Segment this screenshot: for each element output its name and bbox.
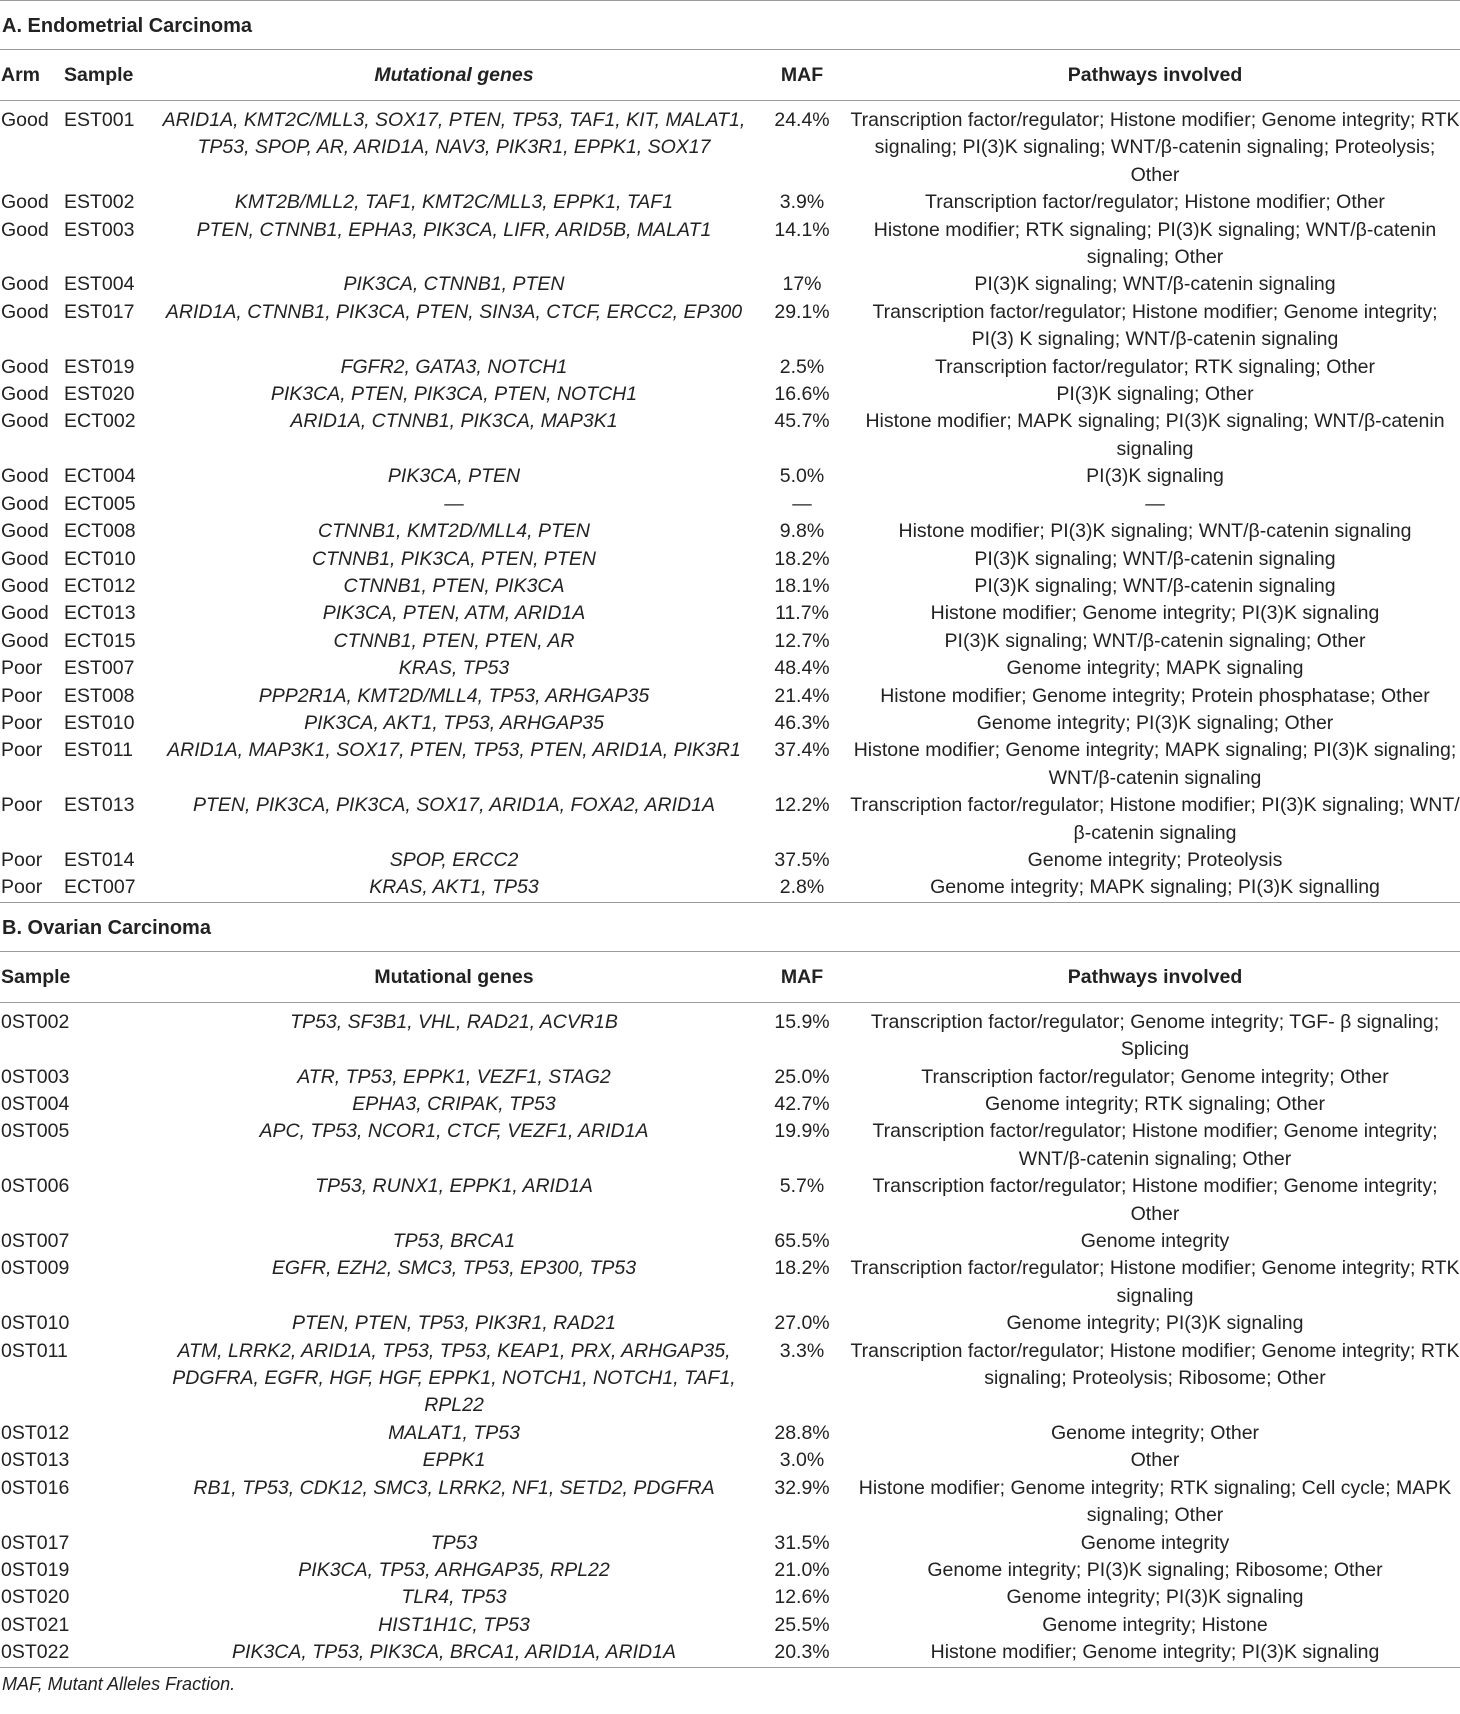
table-row [0,1420,1460,1447]
genes-cell: TP53, BRCA1 [392,1230,516,1253]
maf-cell: 28.8% [774,1421,830,1444]
table-row [0,1475,1460,1530]
maf-cell: 11.7% [775,602,829,625]
pathways-cell: Histone modifier; Genome integrity; PI(3)K signaling [930,602,1380,625]
sample-cell: EST002 [64,191,135,214]
arm-cell: Good [1,574,49,597]
genes-cell: TP53, RUNX1, EPPK1, ARID1A [315,1175,593,1198]
genes-cell: ARID1A, MAP3K1, SOX17, PTEN, TP53, PTEN, ARID1A, PIK3R1 [167,739,741,762]
maf-cell: 19.9% [774,1120,830,1143]
maf-cell: 3.3% [779,1339,825,1362]
pathways-cell: Genome integrity; PI(3)K signaling [1006,1312,1304,1335]
sample-cell: ECT005 [64,492,136,515]
table-row [0,491,1460,518]
maf-cell: 9.8% [779,520,825,543]
maf-cell: 21.0% [774,1558,830,1581]
genes-cell: PPP2R1A, KMT2D/MLL4, TP53, ARHGAP35 [258,684,650,707]
table-row [0,1118,1460,1173]
table-row [0,1639,1460,1666]
maf-cell: 15.9% [774,1010,830,1033]
maf-cell: 3.9% [779,191,825,214]
genes-cell: PIK3CA, PTEN, ATM, ARID1A [322,602,586,625]
ovarian-header-row [0,951,1460,1002]
table-row [0,874,1460,901]
pathways-cell: Transcription factor/regulator; RTK signaling; Other [934,355,1376,378]
table-row [0,107,1460,189]
genes-cell: PIK3CA, PTEN [387,465,521,488]
table-row [0,1310,1460,1337]
maf-cell: 2.5% [779,355,825,378]
sample-cell: ECT008 [64,520,136,543]
genes-cell: PTEN, PIK3CA, PIK3CA, SOX17, ARID1A, FOXA2, ARID1A [193,794,715,817]
arm-cell: Good [1,520,49,543]
genes-cell: HIST1H1C, TP53 [378,1613,530,1636]
sample-cell: EST007 [64,657,135,680]
table-row [0,518,1460,545]
table-row [0,710,1460,737]
pathways-cell: Histone modifier; PI(3)K signaling; WNT/β-catenin signaling [898,520,1412,543]
genes-cell: ATR, TP53, EPPK1, VEZF1, STAG2 [297,1065,611,1088]
sample-cell: 0ST019 [1,1558,70,1581]
sample-cell: 0ST016 [1,1476,70,1499]
arm-cell: Poor [1,848,43,871]
genes-cell: — [444,492,464,515]
table-row [0,1228,1460,1255]
arm-cell: Good [1,629,49,652]
sample-cell: ECT004 [64,465,136,488]
table-row [0,600,1460,627]
arm-cell: Poor [1,711,43,734]
arm-cell: Good [1,355,49,378]
maf-cell: 12.6% [774,1586,830,1609]
maf-cell: 46.3% [774,711,830,734]
genes-cell: PTEN, CTNNB1, EPHA3, PIK3CA, LIFR, ARID5B, MALAT1 [196,218,712,241]
sample-cell: 0ST017 [1,1531,70,1554]
sample-cell: EST014 [64,848,135,871]
ovarian-table [0,951,1460,1667]
pathways-cell: Genome integrity; Histone [1042,1613,1268,1636]
genes-cell: SPOP, ERCC2 [389,848,519,871]
maf-cell: 5.0% [779,465,825,488]
pathways-cell: Histone modifier; MAPK signaling; PI(3)K signaling; WNT/β-catenin signaling [865,410,1445,460]
header-pathways: Pathways involved [1067,965,1243,988]
genes-cell: PIK3CA, AKT1, TP53, ARHGAP35 [304,711,604,734]
section-b-title: B. Ovarian Carcinoma [2,916,211,939]
arm-cell: Good [1,300,49,323]
sample-cell: EST003 [64,218,135,241]
genes-cell: TP53 [430,1531,478,1554]
pathways-cell: Genome integrity; PI(3)K signaling [1006,1586,1304,1609]
table-row [0,271,1460,298]
arm-cell: Good [1,492,49,515]
genes-cell: APC, TP53, NCOR1, CTCF, VEZF1, ARID1A [259,1120,649,1143]
genes-cell: CTNNB1, PTEN, PIK3CA [343,574,565,597]
sample-cell: 0ST003 [1,1065,70,1088]
table-row [0,354,1460,381]
sample-cell: EST017 [64,300,135,323]
header-sample: Sample [1,965,71,988]
table-row [0,189,1460,216]
sample-cell: 0ST009 [1,1257,70,1280]
pathways-cell: Transcription factor/regulator; Histone modifier; Genome integrity; PI(3) K signaling; WNT/β-catenin signaling [872,300,1438,351]
maf-cell: 29.1% [774,300,830,323]
arm-cell: Poor [1,876,43,899]
genes-cell: ATM, LRRK2, ARID1A, TP53, TP53, KEAP1, PRX, ARHGAP35, PDGFRA, EGFR, HGF, HGF, EPPK1, NOTCH1, NOTCH1, TAF1, RPL22 [172,1339,736,1417]
pathways-cell: PI(3)K signaling; WNT/β-catenin signaling; Other [944,629,1366,652]
pathways-cell: Histone modifier; Genome integrity; RTK signaling; Cell cycle; MAPK signaling; Other [858,1476,1452,1527]
maf-cell: 25.0% [774,1065,830,1088]
pathways-cell: Histone modifier; RTK signaling; PI(3)K signaling; WNT/β-catenin signaling; Other [873,218,1437,269]
genes-cell: CTNNB1, PIK3CA, PTEN, PTEN [312,547,596,570]
sample-cell: 0ST013 [1,1449,70,1472]
pathways-cell: Transcription factor/regulator; Genome integrity; TGF- β signaling; Splicing [870,1010,1440,1061]
arm-cell: Good [1,109,49,131]
maf-cell: 12.7% [774,629,830,652]
maf-cell: 18.2% [774,547,830,570]
sample-cell: EST001 [64,109,135,131]
maf-cell: 17% [782,273,822,296]
pathways-cell: Transcription factor/regulator; Histone modifier; Genome integrity; RTK signaling; PI(3)K signaling; WNT/β-catenin signaling; Proteolysis; Other [850,109,1460,186]
arm-cell: Good [1,465,49,488]
pathways-cell: PI(3)K signaling; Other [1056,383,1254,406]
pathways-cell: Histone modifier; Genome integrity; PI(3)K signaling [930,1641,1380,1664]
sample-cell: 0ST010 [1,1312,70,1335]
genes-cell: KRAS, AKT1, TP53 [369,876,539,899]
sample-cell: EST013 [64,794,135,817]
maf-cell: 14.1% [774,218,830,241]
pathways-cell: Genome integrity; Proteolysis [1027,848,1283,871]
header-sample: Sample [64,64,134,86]
maf-cell: 45.7% [774,410,830,433]
pathways-cell: Histone modifier; Genome integrity; Protein phosphatase; Other [880,684,1430,707]
table-row [0,1584,1460,1611]
table-row [0,217,1460,272]
maf-cell: 37.4% [774,739,830,762]
pathways-cell: Genome integrity; MAPK signaling [1006,657,1304,680]
table-row [0,1447,1460,1474]
maf-cell: 37.5% [774,848,830,871]
genes-cell: MALAT1, TP53 [388,1421,520,1444]
maf-cell: 27.0% [774,1312,830,1335]
maf-cell: 2.8% [779,876,825,899]
footnote: MAF, Mutant Alleles Fraction. [0,1667,1460,1695]
maf-cell: 18.1% [774,574,830,597]
pathways-cell: Genome integrity; PI(3)K signaling; Ribosome; Other [927,1558,1383,1581]
table-row [0,1255,1460,1310]
arm-cell: Poor [1,794,43,817]
genes-cell: PIK3CA, PTEN, PIK3CA, PTEN, NOTCH1 [270,383,638,406]
arm-cell: Poor [1,739,43,762]
table-row [0,408,1460,463]
maf-cell: — [792,492,812,515]
pathways-cell: PI(3)K signaling; WNT/β-catenin signaling [974,574,1336,597]
table-row [0,1009,1460,1064]
arm-cell: Good [1,602,49,625]
maf-cell: 65.5% [774,1230,830,1253]
table-row [0,1064,1460,1091]
header-maf: MAF [780,64,824,86]
table-row [0,847,1460,874]
table-row [0,381,1460,408]
header-mutational-genes: Mutational genes [374,64,534,86]
genes-cell: TLR4, TP53 [401,1586,507,1609]
maf-cell: 21.4% [774,684,830,707]
maf-cell: 24.4% [774,109,830,131]
header-pathways: Pathways involved [1067,64,1243,86]
sample-cell: 0ST004 [1,1093,70,1115]
genes-cell: EGFR, EZH2, SMC3, TP53, EP300, TP53 [271,1257,637,1280]
pathways-cell: Genome integrity; MAPK signaling; PI(3)K signalling [930,876,1380,899]
endometrial-header-row [0,50,1460,101]
pathways-cell: PI(3)K signaling; WNT/β-catenin signaling [974,547,1336,570]
genes-cell: EPPK1 [422,1449,486,1472]
arm-cell: Good [1,191,49,214]
genes-cell: PIK3CA, CTNNB1, PTEN [343,273,565,296]
pathways-cell: Genome integrity [1080,1531,1230,1554]
sample-cell: 0ST021 [1,1613,70,1636]
pathways-cell: PI(3)K signaling [1086,465,1224,488]
pathways-cell: Transcription factor/regulator; Histone modifier; Genome integrity; WNT/β-catenin signaling; Other [872,1120,1438,1170]
genes-cell: PIK3CA, TP53, PIK3CA, BRCA1, ARID1A, ARID1A [232,1641,676,1664]
maf-cell: 3.0% [779,1449,825,1472]
genes-cell: ARID1A, CTNNB1, PIK3CA, MAP3K1 [290,410,618,433]
header-arm: Arm [1,64,41,86]
table-row [0,628,1460,655]
sample-cell: EST011 [64,739,134,762]
genes-cell: KRAS, TP53 [398,657,510,680]
pathways-cell: Genome integrity; PI(3)K signaling; Other [976,711,1334,734]
genes-cell: PTEN, PTEN, TP53, PIK3R1, RAD21 [291,1312,617,1335]
arm-cell: Good [1,410,49,433]
maf-cell: 5.7% [779,1175,825,1198]
sample-cell: ECT012 [64,574,136,597]
genes-cell: KMT2B/MLL2, TAF1, KMT2C/MLL3, EPPK1, TAF1 [234,191,674,214]
sample-cell: EST010 [64,711,135,734]
table-row [0,463,1460,490]
pathways-cell: — [1145,492,1165,515]
endometrial-table [0,49,1460,902]
maf-cell: 48.4% [774,657,830,680]
table-row [0,683,1460,710]
sample-cell: ECT002 [64,410,136,433]
pathways-cell: Genome integrity [1080,1230,1230,1253]
maf-cell: 18.2% [774,1257,830,1280]
genes-cell: CTNNB1, PTEN, PTEN, AR [333,629,575,652]
maf-cell: 12.2% [774,794,830,817]
sample-cell: 0ST007 [1,1230,70,1253]
sample-cell: 0ST020 [1,1586,70,1609]
section-a-title: A. Endometrial Carcinoma [2,15,253,37]
pathways-cell: Transcription factor/regulator; Histone modifier; Other [925,191,1385,214]
sample-cell: 0ST005 [1,1120,70,1143]
table-row [0,737,1460,792]
sample-cell: 0ST011 [1,1339,68,1362]
genes-cell: ARID1A, KMT2C/MLL3, SOX17, PTEN, TP53, TAF1, KIT, MALAT1, TP53, SPOP, AR, ARID1A, NAV3, PIK3R1, EPPK1, SOX17 [162,109,746,159]
pathways-cell: Transcription factor/regulator; Histone modifier; PI(3)K signaling; WNT/ β-catenin signaling [850,794,1460,844]
sample-cell: EST008 [64,684,135,707]
header-mutational-genes: Mutational genes [374,965,534,988]
genes-cell: ARID1A, CTNNB1, PIK3CA, PTEN, SIN3A, CTCF, ERCC2, EP300 [165,300,743,323]
arm-cell: Good [1,383,49,406]
genes-cell: RB1, TP53, CDK12, SMC3, LRRK2, NF1, SETD2, PDGFRA [193,1476,715,1499]
table-row [0,792,1460,847]
sample-cell: EST019 [64,355,135,378]
sample-cell: 0ST002 [1,1010,70,1033]
pathways-cell: Transcription factor/regulator; Histone modifier; Genome integrity; RTK signaling [850,1257,1460,1307]
arm-cell: Good [1,218,49,241]
genes-cell: TP53, SF3B1, VHL, RAD21, ACVR1B [290,1010,618,1033]
table-row [0,546,1460,573]
sample-cell: 0ST012 [1,1421,70,1444]
header-maf: MAF [780,965,824,988]
table-row [0,1338,1460,1420]
sample-cell: ECT007 [64,876,136,899]
arm-cell: Poor [1,657,43,680]
pathways-cell: Histone modifier; Genome integrity; MAPK signaling; PI(3)K signaling; WNT/β-catenin signaling [853,739,1457,789]
table-row [0,1530,1460,1557]
maf-cell: 16.6% [774,383,830,406]
genes-cell: CTNNB1, KMT2D/MLL4, PTEN [318,520,590,543]
maf-cell: 42.7% [774,1093,830,1115]
maf-cell: 25.5% [774,1613,830,1636]
sample-cell: ECT015 [64,629,136,652]
sample-cell: 0ST006 [1,1175,70,1198]
pathways-cell: Transcription factor/regulator; Genome integrity; Other [921,1065,1389,1088]
table-row [0,1557,1460,1584]
pathways-cell: Transcription factor/regulator; Histone modifier; Genome integrity; Other [872,1175,1438,1225]
genes-cell: EPHA3, CRIPAK, TP53 [352,1093,556,1115]
maf-cell: 32.9% [774,1476,830,1499]
table-row [0,1173,1460,1228]
pathways-cell: Genome integrity; Other [1050,1421,1260,1444]
arm-cell: Good [1,547,49,570]
table-row [0,1091,1460,1118]
sample-cell: 0ST022 [1,1641,70,1664]
genes-cell: FGFR2, GATA3, NOTCH1 [340,355,568,378]
sample-cell: ECT013 [64,602,136,625]
table-row [0,1612,1460,1639]
sample-cell: ECT010 [64,547,136,570]
pathways-cell: Transcription factor/regulator; Histone modifier; Genome integrity; RTK signaling; Proteolysis; Ribosome; Other [850,1339,1460,1390]
pathways-cell: PI(3)K signaling; WNT/β-catenin signaling [974,273,1336,296]
genes-cell: PIK3CA, TP53, ARHGAP35, RPL22 [298,1558,610,1581]
table-row [0,655,1460,682]
arm-cell: Poor [1,684,43,707]
sample-cell: EST004 [64,273,135,296]
table-row [0,299,1460,354]
pathways-cell: Genome integrity; RTK signaling; Other [985,1093,1325,1115]
sample-cell: EST020 [64,383,135,406]
table-row [0,573,1460,600]
maf-cell: 20.3% [774,1641,830,1664]
arm-cell: Good [1,273,49,296]
maf-cell: 31.5% [774,1531,830,1554]
pathways-cell: Other [1130,1449,1180,1472]
